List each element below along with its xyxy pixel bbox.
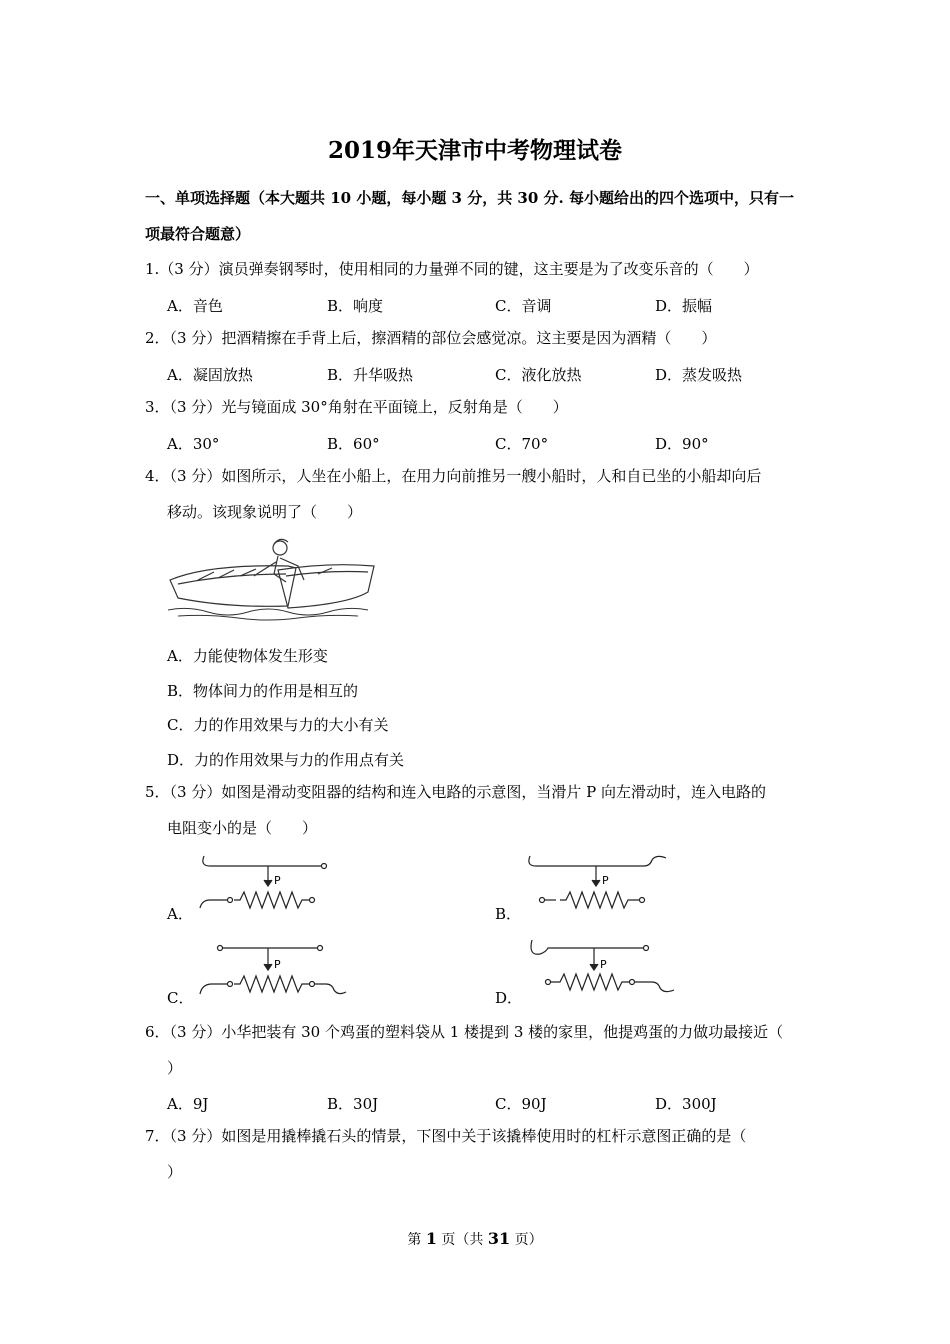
page-footer xyxy=(0,1229,950,1249)
question-6-stem-line1: 6．（3 分）小华把装有 30 个鸡蛋的塑料袋从 1 楼提到 3 楼的家里，他提鸡蛋的力做功最接近（ xyxy=(145,1023,784,1041)
question-2-options xyxy=(167,364,807,390)
option-b: B．30J xyxy=(327,1095,379,1113)
option-b: B．响度 xyxy=(327,297,384,315)
rheostat-figure-d xyxy=(526,936,676,998)
question-6-options xyxy=(167,1093,807,1119)
slider-p-label: P xyxy=(274,958,281,971)
option-b: B．60° xyxy=(327,435,380,453)
rheostat-figure-b xyxy=(526,852,671,914)
question-5-stem-line1: 5．（3 分）如图是滑动变阻器的结构和连入电路的示意图，当滑片 P 向左滑动时，连入电路的 xyxy=(145,783,766,801)
footer-prefix: 第 xyxy=(407,1232,426,1248)
question-5-option-c-label: C． xyxy=(167,989,194,1007)
footer-total-pages: 31 xyxy=(487,1229,511,1248)
question-1-options xyxy=(167,295,807,321)
section-heading xyxy=(145,180,810,252)
question-4-stem-line2: 移动。该现象说明了（ ） xyxy=(167,503,363,521)
footer-middle: 页（共 xyxy=(436,1232,488,1248)
rheostat-figure-a xyxy=(198,852,338,914)
slider-p-label: P xyxy=(274,874,281,887)
option-d: D．300J xyxy=(655,1095,717,1113)
question-6-stem xyxy=(145,1014,810,1086)
question-7-stem xyxy=(145,1118,810,1190)
footer-page-number: 1 xyxy=(425,1229,437,1248)
footer-suffix: 页） xyxy=(510,1232,543,1248)
option-b: B．升华吸热 xyxy=(327,366,414,384)
rheostat-figure-c xyxy=(198,940,348,1000)
option-d: D．蒸发吸热 xyxy=(655,366,743,384)
option-d: D．90° xyxy=(655,435,709,453)
question-4-stem-line1: 4．（3 分）如图所示，人坐在小船上，在用力向前推另一艘小船时，人和自已坐的小船却向后 xyxy=(145,467,762,485)
slider-p-label: P xyxy=(602,874,609,887)
option-c: C．90J xyxy=(495,1095,547,1113)
option-c: C．液化放热 xyxy=(495,366,582,384)
question-1-stem: 1.（3 分）演员弹奏钢琴时，使用相同的力量弹不同的键，这主要是为了改变乐音的（ ） xyxy=(145,260,759,278)
option-a: A．9J xyxy=(167,1095,209,1113)
question-2-stem: 2．（3 分）把酒精擦在手背上后，擦酒精的部位会感觉凉。这主要是因为酒精（ ） xyxy=(145,329,717,347)
question-5-stem-line2: 电阻变小的是（ ） xyxy=(167,819,318,837)
question-3-stem: 3．（3 分）光与镜面成 30°角射在平面镜上，反射角是（ ） xyxy=(145,398,568,416)
question-5-option-a-label: A． xyxy=(167,905,193,923)
option-c: C．70° xyxy=(495,435,549,453)
option-a: A．凝固放热 xyxy=(167,366,253,384)
question-4-option-a: A．力能使物体发生形变 xyxy=(167,647,328,665)
option-d: D．振幅 xyxy=(655,297,713,315)
question-7-stem-line1: 7．（3 分）如图是用撬棒撬石头的情景，下图中关于该撬棒使用时的杠杆示意图正确的是（ xyxy=(145,1127,747,1145)
section-heading-line2: 项最符合题意） xyxy=(145,225,251,243)
slider-p-label: P xyxy=(600,958,607,971)
option-a: A．音色 xyxy=(167,297,223,315)
question-4-stem xyxy=(145,458,810,530)
question-6-stem-line2: ） xyxy=(167,1059,183,1077)
question-5-option-d-label: D． xyxy=(495,989,523,1007)
option-c: C．音调 xyxy=(495,297,552,315)
question-4-option-d: D．力的作用效果与力的作用点有关 xyxy=(167,751,405,769)
question-3-options xyxy=(167,433,807,459)
question-4-option-b: B．物体间力的作用是相互的 xyxy=(167,682,359,700)
question-7-stem-line2: ） xyxy=(167,1163,183,1181)
question-5-stem xyxy=(145,774,810,846)
question-4-option-c: C．力的作用效果与力的大小有关 xyxy=(167,716,389,734)
question-5-option-b-label: B． xyxy=(495,905,522,923)
boat-figure xyxy=(168,536,378,626)
page-title: 2019年天津市中考物理试卷 xyxy=(327,137,622,164)
option-a: A．30° xyxy=(167,435,220,453)
section-heading-line1: 一、单项选择题（本大题共 10 小题，每小题 3 分，共 30 分. 每小题给出的四个选项中，只有一 xyxy=(145,189,794,207)
